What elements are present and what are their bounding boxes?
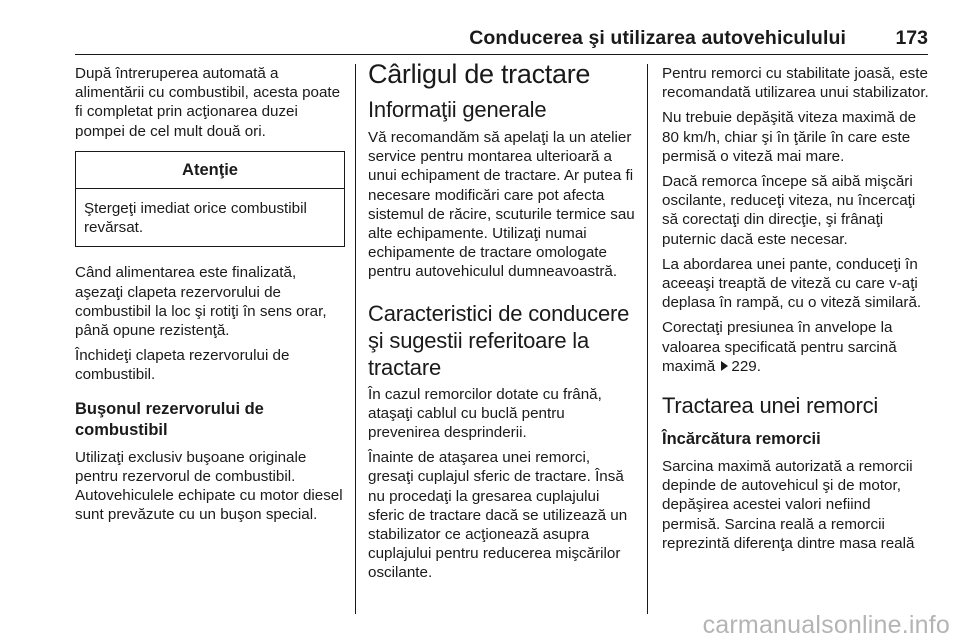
subsection-heading-load: Încărcătura remorcii	[662, 430, 821, 449]
paragraph: La abordarea unei pante, conduceţi în aceeaşi treaptă de viteză cu care v-aţi deplasa în rampă, cu o viteză similară.	[662, 255, 922, 312]
paragraph: Pentru remorci cu stabilitate joasă, este recomandată utilizarea unui stabilizator.	[662, 65, 929, 102]
paragraph: Nu trebuie depăşită viteza maximă de 80 km/h, chiar şi în ţările în care este permisă o viteză mai mare.	[662, 109, 917, 165]
arrow-right-icon	[721, 361, 728, 371]
column-divider	[647, 64, 648, 614]
column-right	[662, 64, 932, 559]
paragraph-text: Corectaţi presiunea în anvelope la valoarea specificată pentru sarcină maximă	[662, 319, 897, 375]
column-left	[75, 64, 345, 530]
paragraph: Închideţi clapeta rezervorului de combustibil.	[75, 347, 290, 384]
page-reference-link[interactable]: 229.	[731, 357, 761, 375]
paragraph: Dacă remorca începe să aibă mişcări oscilante, reduceţi viteza, nu încercaţi să corectaţi din direcţie, şi frânaţi puternic dacă este necesar.	[662, 173, 916, 248]
column-middle	[368, 59, 638, 589]
paragraph: În cazul remorcilor dotate cu frână, ataşaţi cablul cu buclă pentru prevenirea desprinderii.	[368, 385, 602, 442]
column-divider	[355, 64, 356, 614]
section-heading-driving: Caracteristici de conducere şi sugestii referitoare la tractare	[368, 300, 630, 380]
page-header	[75, 24, 928, 55]
warning-text: Ştergeţi imediat orice combustibil revărsat.	[84, 200, 307, 237]
section-heading-towing: Tractarea unei remorci	[662, 393, 879, 419]
watermark: carmanualsonline.info	[702, 611, 950, 639]
section-heading-general: Informaţii generale	[368, 97, 547, 122]
paragraph: Când alimentarea este finalizată, aşezaţi clapeta rezervorului de combustibil la loc şi rotiţi în sens orar, până opune rezistenţă.	[75, 264, 327, 340]
paragraph: Vă recomandăm să apelaţi la un atelier service pentru montarea ulterioară a unui echipament de tractare. Ar putea fi necesare modificări care pot afecta sistemul de răcire, scuturile termice sau alte echipamente. Utilizaţi numai echipamente de tractare omologate pentru autovehiculul dumneavoastră.	[368, 129, 635, 281]
chapter-heading-towbar: Cârligul de tractare	[368, 59, 591, 89]
paragraph: Înainte de ataşarea unei remorci, gresaţi cuplajul sferic de tractare. Însă nu procedaţi la gresarea cuplajului sferic de tractare dacă se utilizează un stabilizator ce acţionează asupra cuplajului pentru reducerea mişcărilor oscilante.	[368, 449, 628, 582]
page-header-title: Conducerea şi utilizarea autovehiculului	[469, 27, 846, 49]
warning-title: Atenţie	[76, 152, 344, 189]
section-heading-fuel-cap: Buşonul rezervorului de combustibil	[75, 399, 264, 439]
paragraph: Utilizaţi exclusiv buşoane originale pentru rezervorul de combustibil. Autovehiculele echipate cu motor diesel sunt prevăzute cu un buşon special.	[75, 448, 343, 524]
paragraph-tyre-pressure	[662, 318, 932, 376]
paragraph: După întreruperea automată a alimentării cu combustibil, acesta poate fi completat prin acţionarea duzei pompei de cel mult două ori.	[75, 65, 341, 140]
paragraph: Sarcina maximă autorizată a remorcii depinde de autovehicul şi de motor, depăşirea acestei valori nefiind permisă. Sarcina reală a remorcii reprezintă diferenţa dintre masa reală	[662, 458, 915, 552]
page-number: 173	[895, 27, 928, 49]
warning-box	[75, 151, 345, 248]
